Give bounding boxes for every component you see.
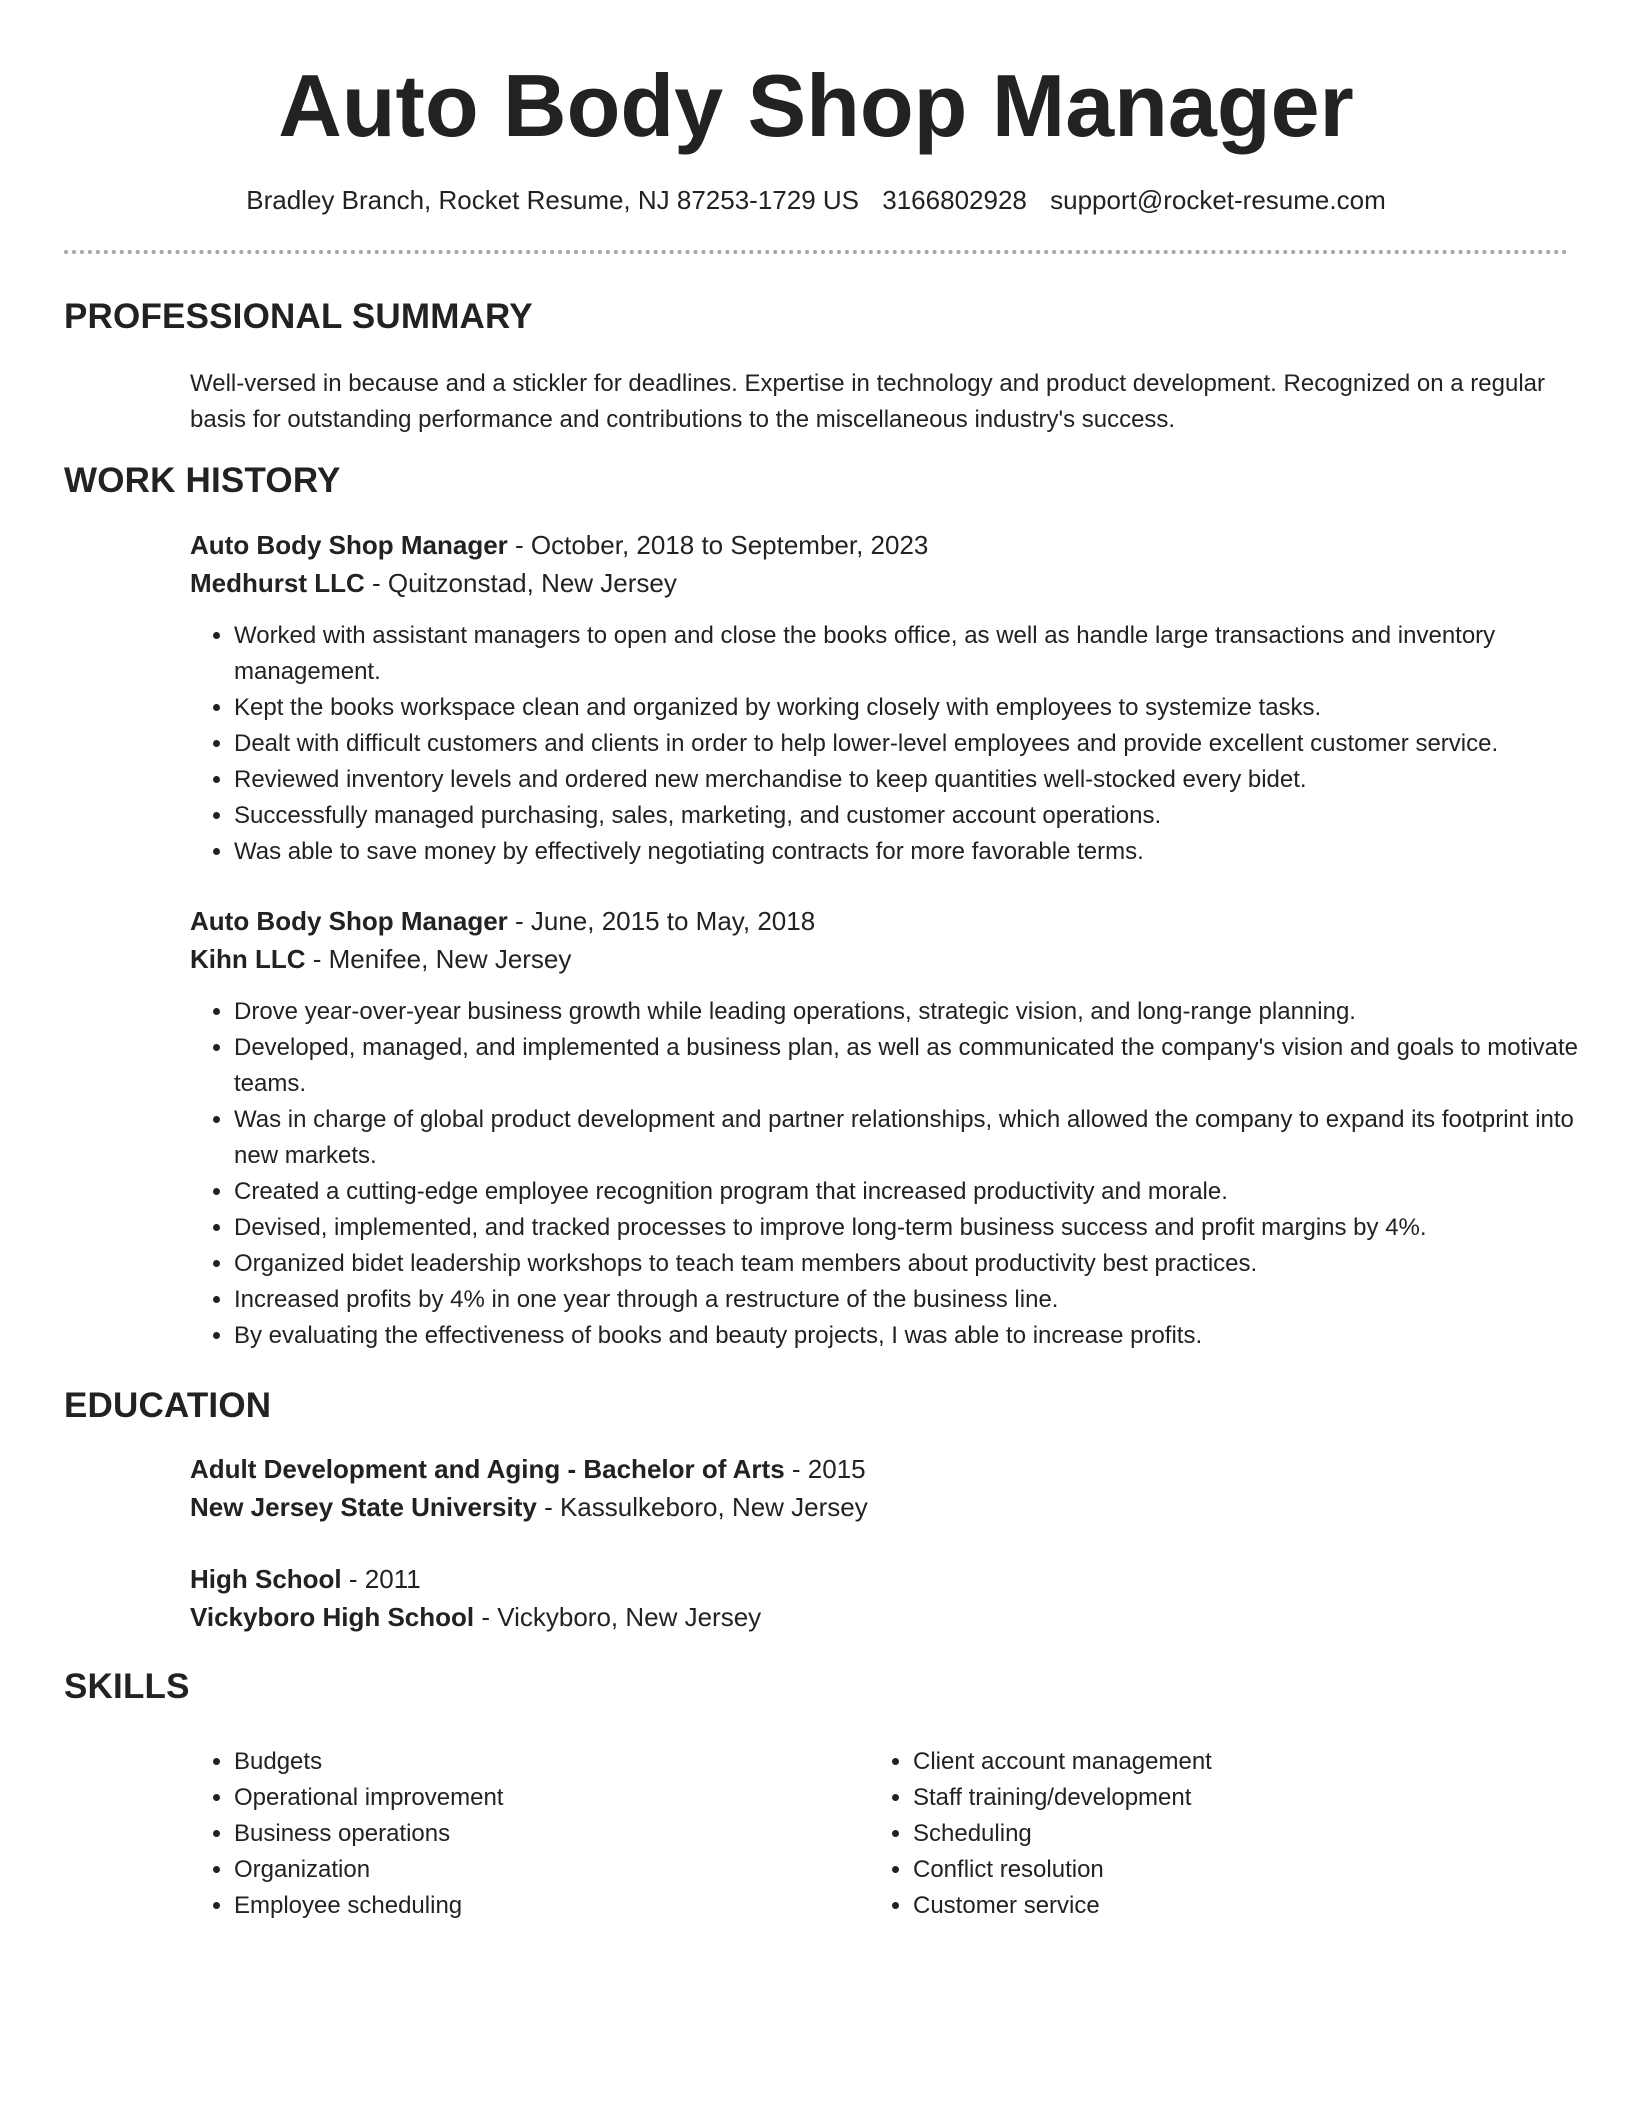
list-item: • Drove year-over-year business growth while leading operations, strategic vision, and long-range planning.	[234, 994, 1614, 1030]
list-item: • Budgets	[234, 1744, 874, 1780]
list-item: • Was in charge of global product development and partner relationships, which allowed the company to expand its footprint into new markets.	[234, 1102, 1614, 1174]
job-1-bullets	[190, 618, 1614, 870]
skills-list-right	[869, 1744, 1553, 1924]
list-item: • Devised, implemented, and tracked processes to improve long-term business success and profit margins by 4%.	[234, 1210, 1614, 1246]
list-item: • Customer service	[913, 1888, 1553, 1924]
list-item: • Successfully managed purchasing, sales, marketing, and customer account operations.	[234, 798, 1614, 834]
contact-address: Bradley Branch, Rocket Resume, NJ 87253-1729 US	[246, 185, 860, 215]
list-item: • Operational improvement	[234, 1780, 874, 1816]
job-1-company-line	[190, 564, 677, 602]
education-1-school-line	[190, 1488, 868, 1526]
list-item: • Client account management	[913, 1744, 1553, 1780]
contact-line	[0, 183, 1632, 217]
job-2-dates: - June, 2015 to May, 2018	[507, 906, 816, 936]
section-title-education: EDUCATION	[64, 1386, 272, 1425]
list-item: • Conflict resolution	[913, 1852, 1553, 1888]
list-item: • Developed, managed, and implemented a business plan, as well as communicated the company's vision and goals to motivate teams.	[234, 1030, 1614, 1102]
education-1-degree: Adult Development and Aging - Bachelor of Arts	[190, 1454, 785, 1484]
job-1-role: Auto Body Shop Manager	[190, 530, 508, 560]
list-item: • Increased profits by 4% in one year through a restructure of the business line.	[234, 1282, 1614, 1318]
job-2-location: - Menifee, New Jersey	[305, 944, 572, 974]
section-title-work-history: WORK HISTORY	[64, 461, 341, 500]
section-title-summary: PROFESSIONAL SUMMARY	[64, 297, 533, 336]
list-item: • Employee scheduling	[234, 1888, 874, 1924]
list-item: • Reviewed inventory levels and ordered new merchandise to keep quantities well-stocked every bidet.	[234, 762, 1614, 798]
education-2-degree-line	[190, 1560, 421, 1598]
summary-text: Well-versed in because and a stickler for deadlines. Expertise in technology and product development. Recognized on a regular basis for outstanding performance and contributions to the miscellaneous industry's success.	[190, 370, 1546, 433]
education-1-location: - Kassulkeboro, New Jersey	[536, 1492, 868, 1522]
job-2-bullets	[190, 994, 1614, 1354]
list-item: • Worked with assistant managers to open and close the books office, as well as handle large transactions and inventory management.	[234, 618, 1614, 690]
resume-title: Auto Body Shop Manager	[278, 56, 1354, 155]
education-1-degree-line	[190, 1450, 866, 1488]
list-item: • By evaluating the effectiveness of books and beauty projects, I was able to increase profits.	[234, 1318, 1614, 1354]
contact-email: support@rocket-resume.com	[1050, 185, 1386, 215]
list-item: • Created a cutting-edge employee recognition program that increased productivity and morale.	[234, 1174, 1614, 1210]
education-2-year: - 2011	[341, 1564, 421, 1594]
education-2-location: - Vickyboro, New Jersey	[474, 1602, 762, 1632]
list-item: • Organization	[234, 1852, 874, 1888]
job-2-company: Kihn LLC	[190, 944, 306, 974]
skills-list-left	[190, 1744, 874, 1924]
header-divider	[64, 250, 1568, 254]
job-1-location: - Quitzonstad, New Jersey	[364, 568, 677, 598]
education-2-degree: High School	[190, 1564, 342, 1594]
education-2-school: Vickyboro High School	[190, 1602, 475, 1632]
list-item: • Kept the books workspace clean and organized by working closely with employees to systemize tasks.	[234, 690, 1614, 726]
list-item: • Organized bidet leadership workshops to teach team members about productivity best practices.	[234, 1246, 1614, 1282]
education-1-year: - 2015	[784, 1454, 866, 1484]
job-2-title-line	[190, 902, 815, 940]
list-item: • Was able to save money by effectively negotiating contracts for more favorable terms.	[234, 834, 1614, 870]
job-2-company-line	[190, 940, 571, 978]
contact-phone: 3166802928	[882, 185, 1027, 215]
list-item: • Staff training/development	[913, 1780, 1553, 1816]
job-1-title-line	[190, 526, 928, 564]
job-1-company: Medhurst LLC	[190, 568, 365, 598]
job-2-role: Auto Body Shop Manager	[190, 906, 508, 936]
job-1-dates: - October, 2018 to September, 2023	[507, 530, 929, 560]
education-1-school: New Jersey State University	[190, 1492, 537, 1522]
list-item: • Scheduling	[913, 1816, 1553, 1852]
list-item: • Business operations	[234, 1816, 874, 1852]
list-item: • Dealt with difficult customers and clients in order to help lower-level employees and provide excellent customer service.	[234, 726, 1614, 762]
section-title-skills: SKILLS	[64, 1667, 190, 1706]
education-2-school-line	[190, 1598, 761, 1636]
